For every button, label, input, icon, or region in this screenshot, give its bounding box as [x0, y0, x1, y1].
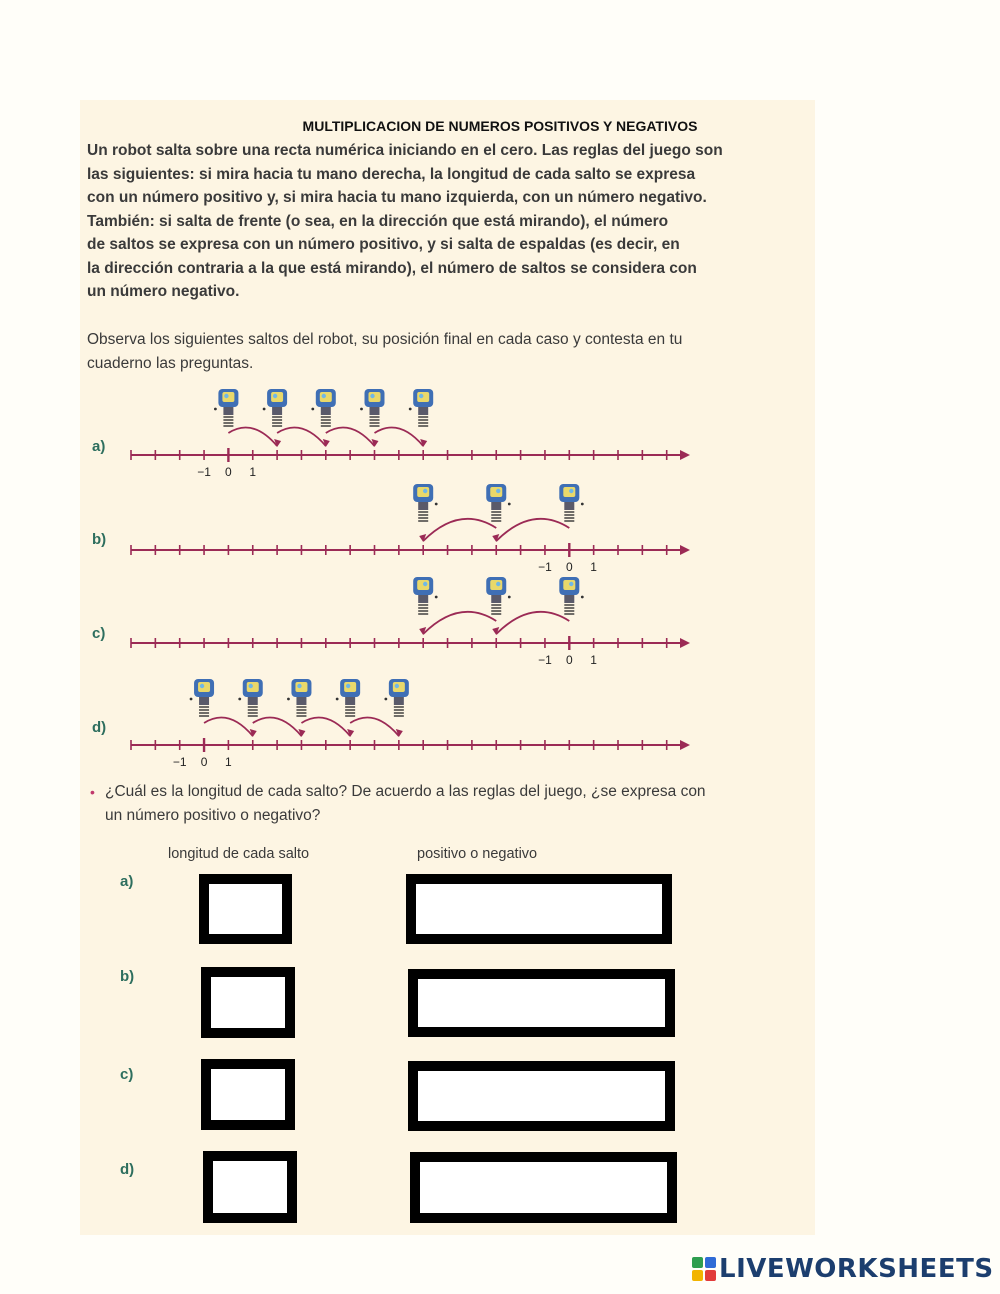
- tick-label: −1: [197, 465, 211, 479]
- intro-line: las siguientes: si mira hacia tu mano derecha, la longitud de cada salto se expresa: [87, 165, 696, 183]
- answer-label-c: c): [120, 1066, 134, 1083]
- sign-input-a[interactable]: [406, 874, 672, 944]
- question-line: un número positivo o negativo?: [105, 806, 321, 824]
- sign-input-b[interactable]: [408, 969, 675, 1037]
- tick-label: 0: [225, 465, 232, 479]
- column-header-length: longitud de cada salto: [168, 846, 310, 862]
- length-input-a[interactable]: [199, 874, 292, 944]
- instruction-line: Observa los siguientes saltos del robot, su posición final en cada caso y contesta en tu: [87, 331, 683, 348]
- row-label-c: c): [92, 625, 106, 642]
- sign-input-d[interactable]: [410, 1152, 677, 1223]
- robot-figure: [413, 577, 437, 614]
- tick-label: 1: [249, 465, 257, 479]
- robot-figure: [360, 389, 384, 426]
- jump-arc: [375, 428, 424, 446]
- jump-arc: [496, 519, 569, 541]
- tick-label: 0: [200, 755, 208, 769]
- intro-line: la dirección contraria a la que está mirando), el número de saltos se considera con: [87, 259, 697, 277]
- number-line-arrowhead: [680, 740, 690, 750]
- intro-line: de saltos se expresa con un número positivo, y si salta de espaldas (es decir, en: [87, 236, 680, 253]
- tick-label: 1: [225, 755, 232, 769]
- tick-label: −1: [172, 755, 187, 769]
- jump-arc: [277, 428, 326, 446]
- robot-figure: [287, 679, 311, 716]
- jump-arc: [326, 428, 375, 446]
- tick-label: 0: [565, 560, 573, 574]
- jump-arc: [301, 718, 350, 736]
- length-input-c[interactable]: [201, 1059, 295, 1130]
- tick-label: −1: [538, 560, 552, 574]
- robot-figure: [238, 679, 262, 716]
- length-input-b[interactable]: [201, 967, 295, 1038]
- tick-label: 1: [590, 653, 597, 667]
- robot-figure: [559, 577, 583, 614]
- row-label-b: b): [92, 531, 107, 548]
- robot-figure: [214, 389, 238, 426]
- column-header-sign: positivo o negativo: [417, 846, 538, 862]
- answer-label-a: a): [120, 873, 134, 890]
- liveworksheets-logo: [692, 1252, 994, 1286]
- tick-label: −1: [538, 653, 552, 667]
- intro-line: También: si salta de frente (o sea, en la dirección que está mirando), el número: [87, 212, 669, 230]
- question-bullet: •: [90, 784, 95, 800]
- robot-figure: [413, 484, 437, 521]
- jump-arc: [350, 718, 399, 736]
- page-title: MULTIPLICACION DE NUMEROS POSITIVOS Y NEGATIVOS: [302, 118, 698, 134]
- question-line: ¿Cuál es la longitud de cada salto? De acuerdo a las reglas del juego, ¿se expresa con: [105, 783, 706, 800]
- jump-arc: [253, 718, 302, 736]
- tick-label: 0: [565, 653, 573, 667]
- sign-input-c[interactable]: [408, 1061, 675, 1131]
- robot-figure: [263, 389, 287, 426]
- robot-figure: [336, 679, 360, 716]
- robot-figure: [486, 484, 510, 521]
- robot-figure: [190, 679, 214, 716]
- question-text: [105, 780, 805, 827]
- tick-label: 1: [590, 560, 597, 574]
- answer-label-b: b): [120, 968, 135, 985]
- answer-label-d: d): [120, 1161, 135, 1178]
- number-line-arrowhead: [680, 450, 690, 460]
- robot-figure: [409, 389, 433, 426]
- intro-line: Un robot salta sobre una recta numérica iniciando en el cero. Las reglas del juego son: [87, 142, 723, 159]
- instruction-line: cuaderno las preguntas.: [87, 354, 254, 372]
- robot-figure: [559, 484, 583, 521]
- row-label-d: d): [92, 719, 107, 736]
- robot-figure: [486, 577, 510, 614]
- robot-figure: [384, 679, 408, 716]
- jump-arc: [228, 428, 277, 446]
- jump-arc: [423, 612, 496, 634]
- jump-arc: [423, 519, 496, 541]
- intro-line: un número negativo.: [87, 283, 240, 300]
- row-label-a: a): [92, 438, 106, 455]
- jump-arc: [204, 718, 253, 736]
- liveworksheets-logo-text: LIVEWORKSHEETS: [719, 1254, 994, 1284]
- liveworksheets-logo-icon: [692, 1257, 716, 1281]
- length-input-d[interactable]: [203, 1151, 297, 1223]
- number-line-arrowhead: [680, 638, 690, 648]
- intro-line: con un número positivo y, si mira hacia tu mano izquierda, con un número negativo.: [87, 189, 707, 206]
- robot-figure: [311, 389, 335, 426]
- number-line-arrowhead: [680, 545, 690, 555]
- jump-arc: [496, 612, 569, 634]
